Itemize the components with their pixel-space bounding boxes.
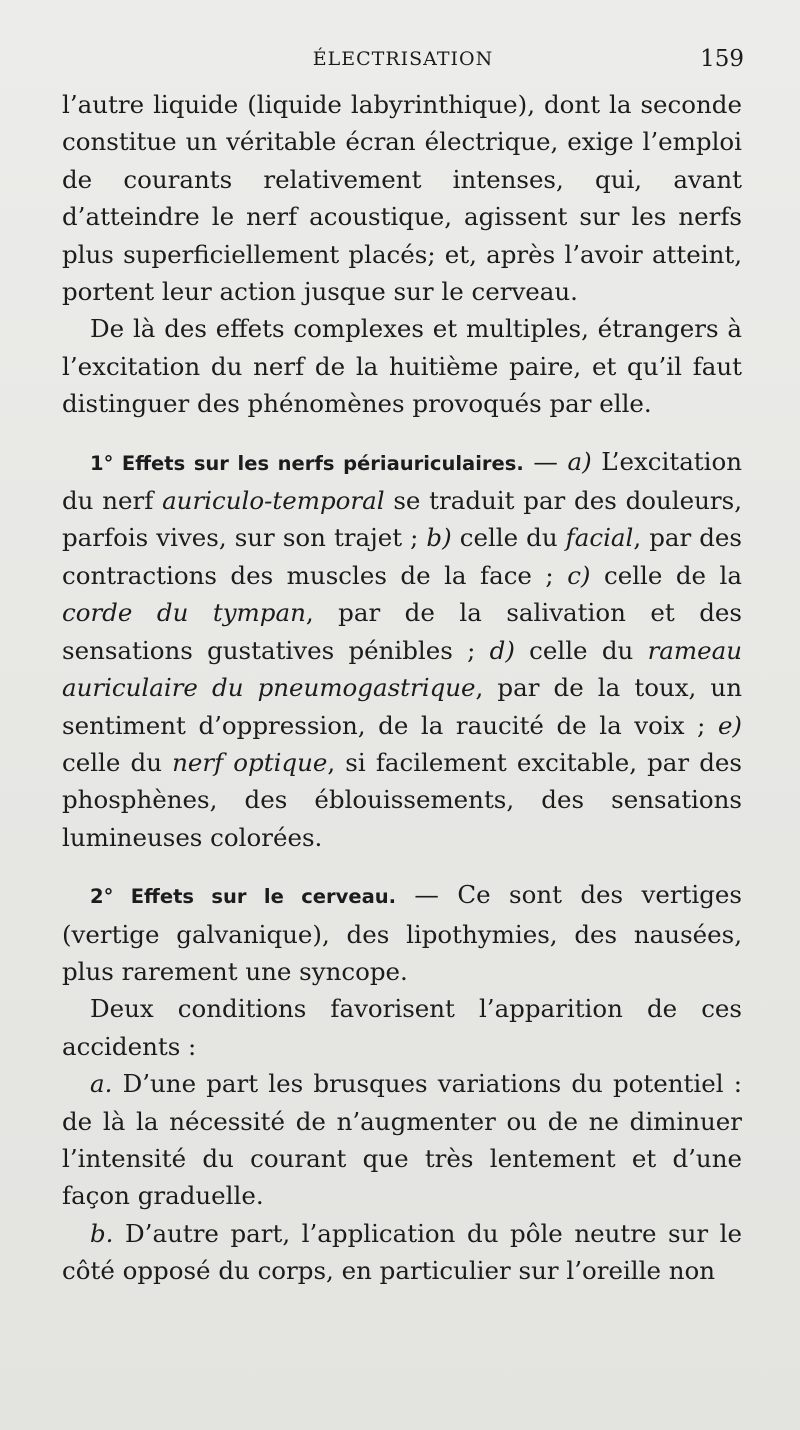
paragraph-condition-b [62,1215,742,1290]
nerve-name: corde du tympan [62,598,306,628]
text-span: L’excitation du nerf [62,446,743,516]
section-heading-brain: 2° Effets sur le cerveau. [90,885,397,909]
nerve-name: facial [565,523,634,553]
text-span: se traduit par des douleurs, parfois vives, sur son trajet ; [62,486,742,553]
nerve-name: nerf optique [172,747,328,777]
page-number: 159 [700,46,744,72]
item-label: d) [489,635,515,665]
text-span: — Ce sont des vertiges (vertige galvanique), des lipothymies, des nausées, plus rarement une syncope. [62,880,742,986]
text-span: celle du [514,635,648,665]
condition-text: D’autre part, l’application du pôle neutre sur le côté opposé du corps, en particulier sur l’oreille non [62,1218,742,1286]
condition-label: a. [90,1069,113,1099]
text-span: celle de la [590,560,742,590]
text-span: , par de la toux, un sentiment d’oppression, de la raucité de la voix ; [62,673,742,740]
section-heading-periauricular: 1° Effets sur les nerfs périauriculaires. [90,451,524,475]
section-brain-effects [62,876,742,990]
running-title: ÉLECTRISATION [312,48,494,70]
nerve-name: auriculo-temporal [162,486,385,516]
text-span: , par des contractions des muscles de la face ; [62,523,742,590]
text-span: , si facilement excitable, par des phosphènes, des éblouissements, des sensations lumineuses colorées. [62,747,743,852]
paragraph-continuation: l’autre liquide (liquide labyrinthique), dont la seconde constitue un véritable écran électrique, exige l’emploi de courants relativement intenses, qui, avant d’atteindre le nerf acoustique, agissent sur les nerfs plus superficiellement placés; et, après l’avoir atteint, portent leur action jusque sur le cerveau. [62,90,742,307]
paragraph-two-conditions: Deux conditions favorisent l’apparition de ces accidents : [62,994,742,1061]
condition-label: b. [90,1218,114,1248]
text-span: celle du [451,523,566,553]
paragraph-condition-a [62,1065,742,1215]
section-periauricular-nerves [62,443,742,856]
item-label: c) [567,560,591,590]
item-label: a) [567,446,592,476]
running-header [62,44,744,76]
body-text [62,86,742,1290]
text-span: celle du [62,747,173,777]
paragraph-complex-effects: De là des effets complexes et multiples, étrangers à l’excitation du nerf de la huitième paire, et qu’il faut distinguer des phénomènes provoqués par elle. [62,314,742,419]
text-span: , par de la salivation et des sensations gustatives pénibles ; [62,598,742,665]
condition-text: D’une part les brusques variations du potentiel : de là la nécessité de n’augmenter ou de ne diminuer l’intensité du courant que très lentement et d’une façon graduelle. [62,1069,742,1211]
nerve-name: rameau auriculaire du pneumogastrique [62,635,742,703]
item-label: b) [426,523,452,553]
item-label: e) [717,710,742,740]
text-span: — [523,446,568,476]
